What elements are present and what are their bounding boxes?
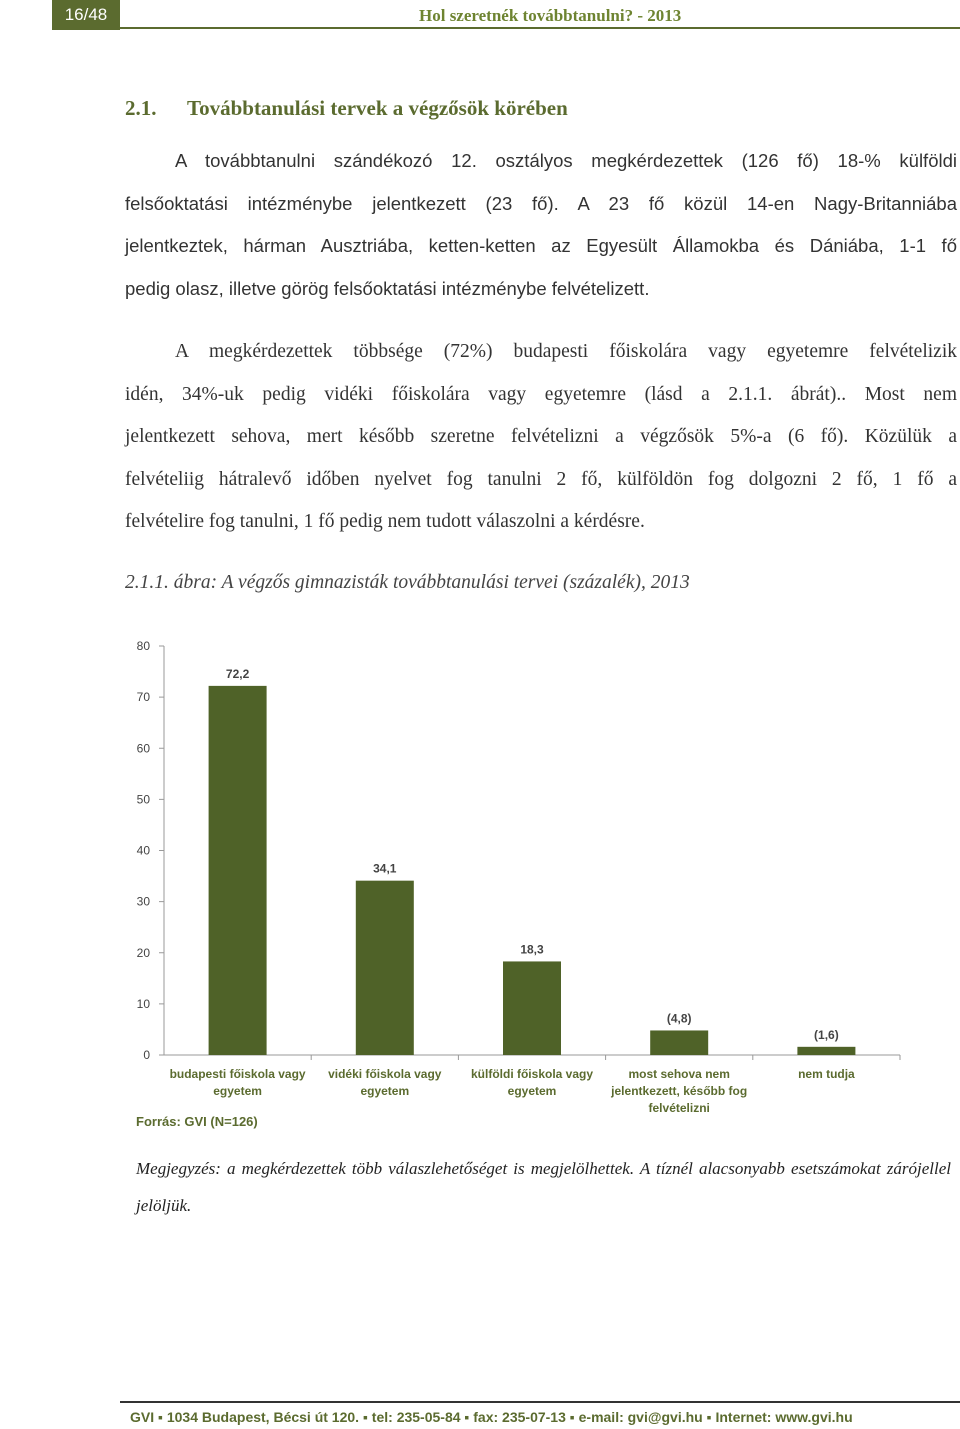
paragraph-line: felvételire fog tanulni, 1 fő pedig nem tudott válaszolni a kérdésre. (125, 511, 645, 532)
y-tick-label: 30 (136, 894, 150, 909)
y-tick-label: 40 (136, 843, 150, 858)
bar (209, 686, 267, 1055)
paragraph-line: jelentkeztek, hárman Ausztriába, ketten-ketten az Egyesült Államokba és Dániába, 1-1 fő (125, 235, 957, 256)
bar-chart-svg (120, 630, 920, 1130)
paragraph-line: idén, 34%-uk pedig vidéki főiskolára vagy egyetemre (lásd a 2.1.1. ábrát).. Most nem (125, 383, 957, 405)
data-label: 72,2 (225, 666, 250, 681)
paragraph-line: A továbbtanulni szándékozó 12. osztályos megkérdezettek (126 fő) 18-% külföldi (175, 150, 957, 171)
paragraph-2 (125, 331, 957, 544)
category-label: egyetem (507, 1084, 557, 1098)
category-label: külföldi főiskola vagy (470, 1067, 594, 1081)
y-tick-label: 80 (136, 639, 150, 653)
bar-chart (120, 630, 920, 1130)
page-number: 16/48 (52, 0, 120, 30)
y-tick-label: 50 (136, 792, 150, 807)
category-label: vidéki főiskola vagy (328, 1067, 442, 1081)
data-label: (4,8) (666, 1011, 692, 1026)
bar (503, 961, 561, 1055)
category-label: egyetem (360, 1084, 410, 1098)
page-footer: GVI ▪ 1034 Budapest, Bécsi út 120. ▪ tel: 235-05-84 ▪ fax: 235-07-13 ▪ e-mail: gvi@gvi.hu ▪ Internet: www.gvi.hu (130, 1409, 853, 1425)
header-title: Hol szeretnék továbbtanulni? - 2013 (419, 6, 682, 25)
data-label: (1,6) (814, 1027, 839, 1042)
category-label: jelentkezett, később fog (611, 1084, 748, 1098)
paragraph-line: felvételiig hátralevő időben nyelvet fog tanulni 2 fő, külföldön fog dolgozni 2 fő, 1 fő a (125, 468, 957, 490)
paragraph-line: felsőoktatási intézménybe jelentkezett (23 fő). A 23 fő közül 14-en Nagy-Britanniába (125, 192, 957, 214)
bar (650, 1030, 708, 1055)
y-tick-label: 0 (143, 1048, 150, 1062)
chart-note (136, 1150, 951, 1224)
y-tick-label: 10 (136, 996, 150, 1011)
bar (356, 881, 414, 1055)
chart-source: Forrás: GVI (N=126) (136, 1114, 258, 1129)
category-label: most sehova nem (628, 1067, 730, 1081)
category-label: nem tudja (798, 1067, 855, 1081)
section-heading (125, 96, 568, 121)
category-label: egyetem (213, 1084, 262, 1098)
header-rule (120, 27, 960, 29)
data-label: 34,1 (373, 861, 397, 876)
category-label: felvételizni (648, 1101, 710, 1115)
y-tick-label: 70 (136, 690, 150, 705)
y-tick-label: 60 (136, 741, 150, 756)
paragraph-line: jelentkezett sehova, mert később szeretne felvételizni a végzősök 5%-a (6 fő). Közülük a (125, 426, 957, 447)
paragraph-1 (125, 140, 957, 310)
bar (797, 1047, 855, 1055)
figure-caption: 2.1.1. ábra: A végzős gimnazisták továbbtanulási tervei (százalék), 2013 (125, 572, 690, 593)
note-line: jelöljük. (136, 1196, 192, 1215)
section-title: Továbbtanulási tervek a végzősök körében (187, 96, 568, 120)
page-header (0, 0, 960, 30)
paragraph-line: pedig olasz, illetve görög felsőoktatási intézménybe felvételizett. (125, 277, 650, 299)
paragraph-line: A megkérdezettek többsége (72%) budapesti főiskolára vagy egyetemre felvételizik (175, 341, 957, 362)
data-label: 18,3 (520, 942, 544, 957)
section-number: 2.1. (125, 96, 157, 120)
footer-rule (120, 1401, 960, 1403)
y-tick-label: 20 (136, 945, 150, 960)
category-label: budapesti főiskola vagy (169, 1067, 306, 1081)
note-line: Megjegyzés: a megkérdezettek több válaszlehetőséget is megjelölhettek. A tíznél alacsonyabb esetszámokat zárójellel (136, 1159, 951, 1178)
